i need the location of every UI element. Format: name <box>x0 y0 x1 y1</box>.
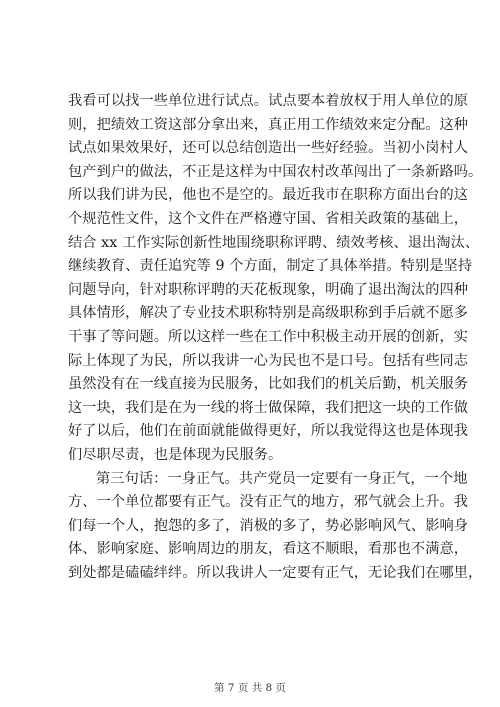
text-line: 到处都是磕磕绊绊。所以我讲人一定要有正气，无论我们在哪里， <box>68 564 483 581</box>
text-line: 包产到户的做法，不正是这样为中国农村改革闯出了一条新路吗。 <box>68 163 483 180</box>
page-number-footer: 第 7 页 共 8 页 <box>213 682 287 694</box>
text-line: 这一块，我们是在为一线的将士做保障，我们把这一块的工作做 <box>68 399 469 416</box>
text-line: 虽然没有在一线直接为民服务，比如我们的机关后勤，机关服务 <box>68 376 469 393</box>
text-line: 际上体现了为民，所以我讲一心为民也不是口号。包括有些同志 <box>68 352 469 369</box>
text-line: 体、影响家庭、影响周边的朋友，看这不顺眼，看那也不满意， <box>68 541 469 558</box>
text-line: 所以我们讲为民，他也不是空的。最近我市在职称方面出台的这 <box>68 187 469 204</box>
paragraph-first-line: 第三句话：一身正气。共产党员一定要有一身正气，一个地 <box>96 470 468 487</box>
text-line: 方、一个单位都要有正气。没有正气的地方，邪气就会上升。我 <box>68 494 469 511</box>
text-line: 干事了等问题。所以这样一些在工作中积极主动开展的创新，实 <box>68 328 469 345</box>
text-line: 试点如果效果好，还可以总结创造出一些好经验。当初小岗村人 <box>68 140 469 157</box>
text-line: 好了以后，他们在前面就能做得更好，所以我觉得这也是体现我 <box>68 423 469 440</box>
text-line: 们尽职尽责，也是体现为民服务。 <box>68 446 283 463</box>
text-line: 具体情形，解决了专业技术职称特别是高级职称到手后就不愿多 <box>68 305 469 322</box>
text-line: 问题导向，针对职称评聘的天花板现象，明确了退出淘汰的四种 <box>68 281 469 298</box>
text-line: 则，把绩效工资这部分拿出来，真正用工作绩效来定分配。这种 <box>68 116 469 133</box>
text-line: 们每一个人，抱怨的多了，消极的多了，势必影响风气、影响身 <box>68 517 469 534</box>
text-line: 结合 xx 工作实际创新性地围绕职称评聘、绩效考核、退出淘汰、 <box>68 234 480 251</box>
text-line: 我看可以找一些单位进行试点。试点要本着放权于用人单位的原 <box>68 93 469 109</box>
text-line: 继续教育、责任追究等 9 个方面，制定了具体举措。特别是坚持 <box>68 258 473 275</box>
text-line: 个规范性文件，这个文件在严格遵守国、省相关政策的基础上， <box>68 210 469 227</box>
document-body <box>68 90 483 585</box>
